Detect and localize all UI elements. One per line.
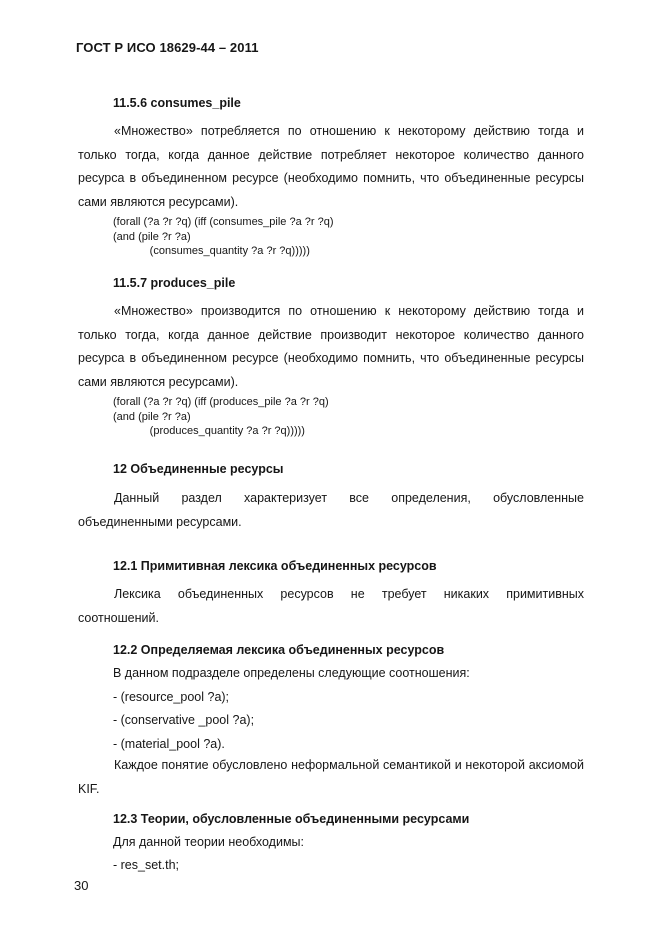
section-heading-defined-lexicon: 12.2 Определяемая лексика объединенных ресурсов	[113, 643, 445, 657]
kif-axiom-produces-pile: (forall (?a ?r ?q) (iff (produces_pile ?a ?r ?q) (and (pile ?r ?a) (produces_quantity ?a ?r ?q)))))	[113, 396, 329, 437]
section-heading-primitive-lexicon: 12.1 Примитивная лексика объединенных ресурсов	[113, 559, 437, 573]
section-heading-theories: 12.3 Теории, обусловленные объединенными ресурсами	[113, 812, 470, 826]
page-number: 30	[74, 878, 89, 893]
paragraph-text: Данный раздел характеризует все определения, обусловленные объединенными ресурсами.	[78, 491, 584, 529]
section-heading-combined-resources: 12 Объединенные ресурсы	[113, 462, 284, 476]
list-item: - (resource_pool ?a);	[113, 690, 230, 704]
paragraph-text: «Множество» потребляется по отношению к некоторому действию тогда и только тогда, когда данное действие потребляет некоторое количество данного ресурса в объединенном ресурсе (необходимо помнить, что объединенные ресурсы сами являются ресурсами).	[78, 124, 584, 209]
list-item: - (material_pool ?a).	[113, 737, 225, 751]
paragraph-primitive-lexicon	[78, 583, 584, 630]
paragraph-defined-lexicon	[78, 754, 584, 801]
defined-lexicon-intro: В данном подразделе определены следующие соотношения:	[113, 666, 470, 680]
paragraph-produces-pile	[78, 300, 584, 394]
paragraph-text: Каждое понятие обусловлено неформальной семантикой и некоторой аксиомой KIF.	[78, 758, 584, 796]
section-heading-produces-pile: 11.5.7 produces_pile	[113, 276, 236, 290]
document-header: ГОСТ Р ИСО 18629-44 – 2011	[76, 40, 259, 55]
paragraph-text: «Множество» производится по отношению к некоторому действию тогда и только тогда, когда данное действие производит некоторое количество данного ресурса в объединенном ресурсе (необходимо помнить, что объединенные ресурсы сами являются ресурсами).	[78, 304, 584, 389]
paragraph-consumes-pile	[78, 120, 584, 214]
theories-intro: Для данной теории необходимы:	[113, 835, 305, 849]
paragraph-text: Лексика объединенных ресурсов не требует никаких примитивных соотношений.	[78, 587, 584, 625]
list-item: - (conservative _pool ?a);	[113, 713, 255, 727]
paragraph-combined-resources	[78, 487, 584, 534]
section-heading-consumes-pile: 11.5.6 consumes_pile	[113, 96, 241, 110]
kif-axiom-consumes-pile: (forall (?a ?r ?q) (iff (consumes_pile ?a ?r ?q) (and (pile ?r ?a) (consumes_quantity ?a ?r ?q)))))	[113, 216, 334, 257]
list-item: - res_set.th;	[113, 858, 179, 872]
